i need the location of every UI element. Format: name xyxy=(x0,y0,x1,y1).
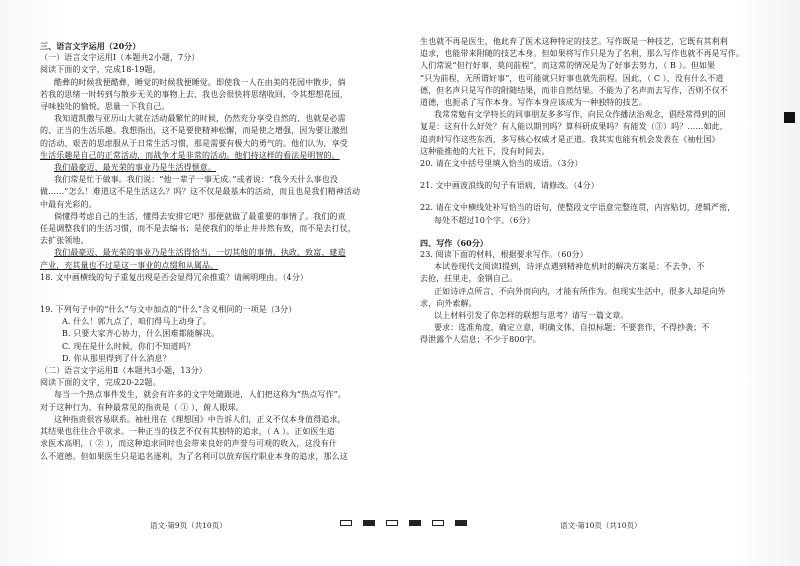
text-line: D. 你从那里得到了什么消息？ xyxy=(62,353,171,363)
text-line: 么不道德。但如果医生只是追名逐利，为了名利可以放弃医疗职业本身的追求，那么这 xyxy=(40,451,348,461)
text-line: 做……”怎么！难道这不是生活这么？吗？这不仅是最基本的活动，而且也是我们精神活动 xyxy=(40,187,361,197)
text-line: 中最有光彩的。 xyxy=(40,199,97,209)
text-line: 酷彝的时候我便酷彝，睡觉的时候我便睡觉。即使我一人在由美的花园中散步，倘 xyxy=(54,77,346,87)
text-line: 我们常是忙于做事。我们说：“他一辈子一事无成。”或者说：“我今天什么事也没 xyxy=(54,175,338,185)
text-line: 得泄露个人信息；不少于800字。 xyxy=(420,335,541,345)
text-line: B. 只要大家齐心协力，什么困难都能解决。 xyxy=(62,329,220,339)
text-line: 求，向外索解。 xyxy=(420,298,477,308)
text-line: 本试卷现代文阅读Ⅰ提到，诗评点遇到精神危机时的解决方案是：不去争，不 xyxy=(434,262,705,272)
text-line: 的活动、艰苦的思虑服从于日常生活习惯，那是需要有极大的勇气的。他们认为，享受 xyxy=(40,138,348,148)
text-line: 对于这种行为，有种最常见的指责是（ ① ），俯人眼球。 xyxy=(40,402,244,412)
text-line: 追责时写作这些东西，多写核心权威才是正道。我其实也能有机会发表在《袖杜国》 xyxy=(420,134,720,144)
text-line: （二）语言文字运用Ⅱ（本题共3小题，13分） xyxy=(40,366,207,376)
text-line: 19. 下列句子中的“什么”与文中加点的“什么”含义相同的一项是（3分） xyxy=(40,305,297,315)
text-line: 任是调整我们的生活习惯，而不是去编书；是使我们的举止井井然有致，而不是去打仗， xyxy=(40,224,356,234)
text-line: 的、正当的生活乐趣。我想指出，这不是要使精神松懈，而是使之增强，因为要让激烈 xyxy=(40,126,348,136)
text-line: 产业，充其量也不过是这一事业的点缀和从属品。 xyxy=(40,260,219,270)
text-line: 22. 请在文中横线处补写恰当的语句，使整段文字语意完整连贯，内容贴切，逻辑严密， xyxy=(420,203,736,213)
text-line: 生活乐趣是自己的正常活动，而战争才是非常的活动。他们持这样的看法是明智的。 xyxy=(40,150,340,160)
text-line: 若我的思绪一时转到与散步无关的事物上去，我也会很快将思绪收回，令其想想花园， xyxy=(40,89,348,99)
text-line xyxy=(420,227,775,237)
text-line: 20. 请在文中括号里填入恰当的成语。（3分） xyxy=(420,159,583,169)
text-line: 我们最豪迈、最光荣的事业乃是生活得恰当，一切其他的事情，执政、致富、建造 xyxy=(54,248,346,258)
text-line: “只为前程，无所谓好事”，也可能就只好事也就先前程。因此，（ C ），没有什么不道 xyxy=(420,73,724,83)
scan-mark xyxy=(455,520,467,526)
text-line: 每当一个热点事件发生，就会有许多的文字处随跟进，人们把这称为“热点写作”。 xyxy=(54,390,346,400)
text-line: 其结果也往往合乎欲求。一种正当的技艺不仅有其独特的追求，（ A ）。正如医生追 xyxy=(40,427,335,437)
text-line: 23. 阅读下面的材料，根据要求写作。（60分） xyxy=(420,250,588,260)
text-line: 寻味独处的愉悦，思量一下我自己。 xyxy=(40,102,170,112)
text-line: 复是：这有什么好处？有人能以期刊吗？算科研成果吗？有能发（③）吗？……如此， xyxy=(420,122,728,132)
left-page-footer: 语文·第9页（共10页） xyxy=(150,521,227,530)
scan-mark xyxy=(340,520,352,526)
text-line: 道德，也扼杀了写作本身。写作本身应该成为一种独特的技艺。 xyxy=(420,98,647,108)
text-line: 三、语言文字运用（20分） xyxy=(40,41,141,51)
text-line: 我常常勉有文学特长的同事朋友多多写作，向民众作播法治观念，倡经常得到的回 xyxy=(434,110,726,120)
text-line: 阅读下面的文字，完成20-22题。 xyxy=(40,378,161,388)
text-line: 这种能推他的大社下，没有时间去。 xyxy=(420,146,550,156)
text-line xyxy=(40,284,380,294)
text-line: C. 现在是什么时候，你们不知道吗？ xyxy=(62,341,195,351)
text-line: （一）语言文字运用Ⅰ（本题共2小题，7分） xyxy=(40,53,200,63)
left-column xyxy=(40,40,380,463)
right-page-footer: 语文·第10页（共10页） xyxy=(560,521,642,530)
text-line: 阅读下面的文字，完成18-19题。 xyxy=(40,65,161,75)
text-line: 去扩张领地。 xyxy=(40,236,89,246)
text-line: 生也就不再是医生，他此弃了医术这种特定的技艺。写作既是一种技艺，它既有其利利 xyxy=(420,37,728,46)
text-line: 以上材料引发了你怎样的联想与思考？请写一篇文章。 xyxy=(434,311,629,321)
text-line: 求医术高明，（ ② ），而这种追求同时也会带来良好的声誉与可观的收入，这没有什 xyxy=(40,439,337,449)
text-line: 18. 文中画横线的句子重复出现是否会显得冗余推重？请阐明理由。（4分） xyxy=(40,272,308,282)
scan-mark xyxy=(409,520,421,526)
text-line: 要求：选准角度，确定立意，明确文体，自拟标题；不要套作，不得抄袭；不 xyxy=(434,323,710,333)
text-line: A. 什么！郭九点了，咱们得马上动身了。 xyxy=(62,317,211,327)
text-line: 我们最豪迈、最光荣的事业乃是生活得惬意。 xyxy=(54,163,216,173)
text-line xyxy=(420,170,775,180)
text-line: 去抢，拄里走，金钢自己。 xyxy=(420,274,518,284)
text-line: 德，但名声只是写作的附随结果，而非自然结果。不能为了名声而去写作，否则不仅不 xyxy=(420,85,728,95)
text-line: 人们常说“但行好事，莫问前程”，而这常的情况是为了好事去努力，（ B ）。但如果 xyxy=(420,61,716,71)
scan-mark xyxy=(386,520,398,526)
text-line: 这种指责很容易联系。袖杜用在《理想国》中告诉人们，正义不仅本身值得追求， xyxy=(54,414,346,424)
text-line xyxy=(40,294,380,304)
text-line: 21. 文中画波浪线的句子有语病，请修改。（4分） xyxy=(420,181,599,191)
text-line: 每处不超过10个字。（6分） xyxy=(434,215,535,225)
registration-mark xyxy=(784,112,795,123)
scan-marks xyxy=(340,520,467,526)
text-line: 四、写作（60分） xyxy=(420,237,489,248)
text-line xyxy=(420,192,775,202)
text-line: 追求，也能带来附随的技艺本身。但如果将写作只是为了名利，那么写作也就不再是写作。 xyxy=(420,49,744,59)
text-line: 正如诗评点所言，不向外而向内，才能有所作为。但现实生活中，很多人却是向外 xyxy=(434,286,726,296)
text-line: 倘懂得考虑自己的生活，懂得去安排它吧？那便就做了最重要的事情了。我们的责 xyxy=(54,211,346,221)
right-column xyxy=(420,36,775,347)
scan-mark xyxy=(363,520,375,526)
text-line: 我知道凯撒与亚历山大就在活动最繁忙的时候，仍然充分享受自然的、也就是必需 xyxy=(54,114,346,124)
scan-mark xyxy=(432,520,444,526)
